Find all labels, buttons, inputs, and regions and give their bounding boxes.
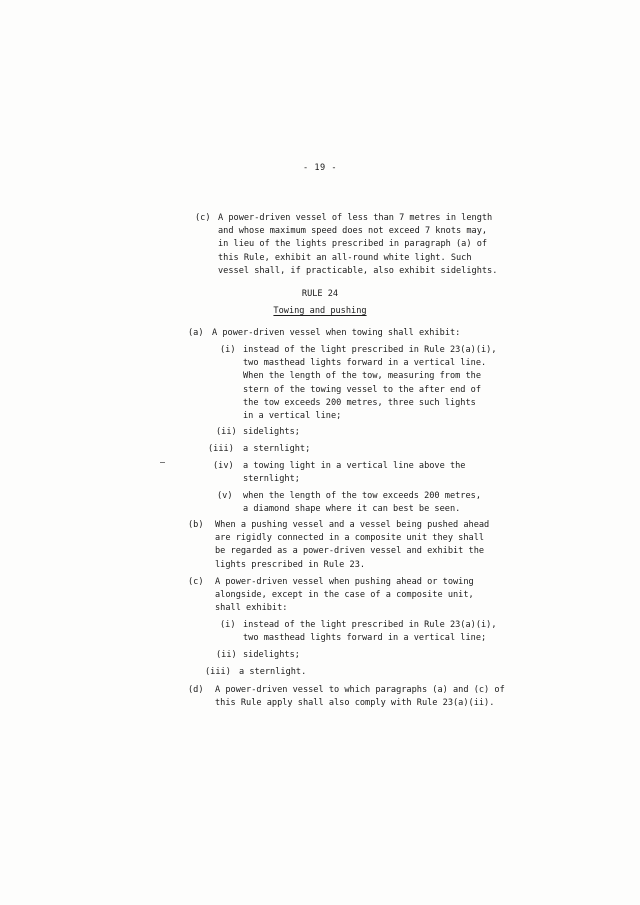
para-d-line: this Rule apply shall also comply with Rule 23(a)(ii). [215, 698, 495, 709]
para-d-label: (d) [188, 685, 204, 695]
c-iii-text [239, 666, 306, 679]
page-number: - 19 - [302, 163, 338, 173]
c-ii-text [243, 649, 300, 662]
para-b-line: be regarded as a power-driven vessel and exhibit the [215, 546, 485, 557]
a-ii-text [243, 426, 300, 439]
a-iii-text [243, 443, 310, 456]
para-b-label: (b) [188, 520, 204, 530]
rule-heading: RULE 24 [301, 289, 339, 299]
a-i-line: two masthead lights forward in a vertical line. [243, 358, 487, 369]
a-i-text [243, 344, 497, 423]
a-ii-label: (ii) [216, 427, 237, 437]
a-i-line: in a vertical line; [243, 411, 342, 422]
a-i-line: the tow exceeds 200 metres, three such lights [243, 397, 476, 408]
c-ii-line: sidelights; [243, 650, 300, 660]
para-c2-line: shall exhibit: [215, 603, 288, 614]
para-c2-line: A power-driven vessel when pushing ahead or towing [215, 577, 474, 587]
para-b-text [215, 519, 489, 572]
a-i-line: When the length of the tow, measuring from the [243, 371, 481, 382]
para-c-top-line: in lieu of the lights prescribed in paragraph (a) of [218, 239, 488, 250]
para-c-top-line: this Rule, exhibit an all-round white light. Such [218, 252, 472, 263]
para-c-top-line: vessel shall, if practicable, also exhibit sidelights. [218, 265, 498, 276]
c-i-line: two masthead lights forward in a vertical line; [243, 633, 487, 644]
rule-subheading [0, 306, 640, 316]
a-v-text [243, 490, 481, 516]
para-d-line: A power-driven vessel to which paragraphs (a) and (c) of [215, 685, 505, 695]
a-v-label: (v) [217, 491, 233, 501]
a-iii-label: (iii) [208, 444, 234, 454]
a-v-line: a diamond shape where it can best be seen. [243, 504, 461, 515]
c-iii-label: (iii) [205, 667, 231, 677]
a-i-line: instead of the light prescribed in Rule 23(a)(i), [243, 345, 497, 355]
c-ii-label: (ii) [216, 650, 237, 660]
para-c-top-label: (c) [195, 213, 211, 223]
a-v-line: when the length of the tow exceeds 200 metres, [243, 491, 481, 501]
para-c2-label: (c) [188, 577, 204, 587]
para-c-top-line: A power-driven vessel of less than 7 metres in length [218, 213, 493, 223]
c-i-line: instead of the light prescribed in Rule 23(a)(i), [243, 620, 497, 630]
a-i-line: stern of the towing vessel to the after end of [243, 384, 481, 395]
para-c-top-text [218, 212, 497, 278]
para-a-label: (a) [188, 328, 204, 338]
para-c-top-line: and whose maximum speed does not exceed 7 knots may, [218, 226, 488, 237]
a-iv-line: sternlight; [243, 474, 300, 485]
para-b-line: When a pushing vessel and a vessel being pushed ahead [215, 520, 490, 530]
para-a-text [212, 327, 460, 340]
para-d-text [215, 684, 505, 710]
rule-subheading-text: Towing and pushing [273, 306, 367, 316]
para-c2-text [215, 576, 474, 616]
para-a-line: A power-driven vessel when towing shall exhibit: [212, 328, 461, 338]
para-b-line: lights prescribed in Rule 23. [215, 559, 366, 570]
c-i-text [243, 619, 497, 645]
c-i-label: (i) [220, 620, 236, 630]
para-b-line: are rigidly connected in a composite unit they shall [215, 533, 485, 544]
c-iii-line: a sternlight. [239, 667, 307, 677]
a-iv-line: a towing light in a vertical line above the [243, 461, 466, 471]
a-i-label: (i) [220, 345, 236, 355]
a-iv-label: (iv) [213, 461, 234, 471]
a-iii-line: a sternlight; [243, 444, 311, 454]
a-ii-line: sidelights; [243, 427, 300, 437]
a-iv-text [243, 460, 465, 486]
para-c2-line: alongside, except in the case of a composite unit, [215, 590, 474, 601]
margin-mark [160, 462, 165, 463]
